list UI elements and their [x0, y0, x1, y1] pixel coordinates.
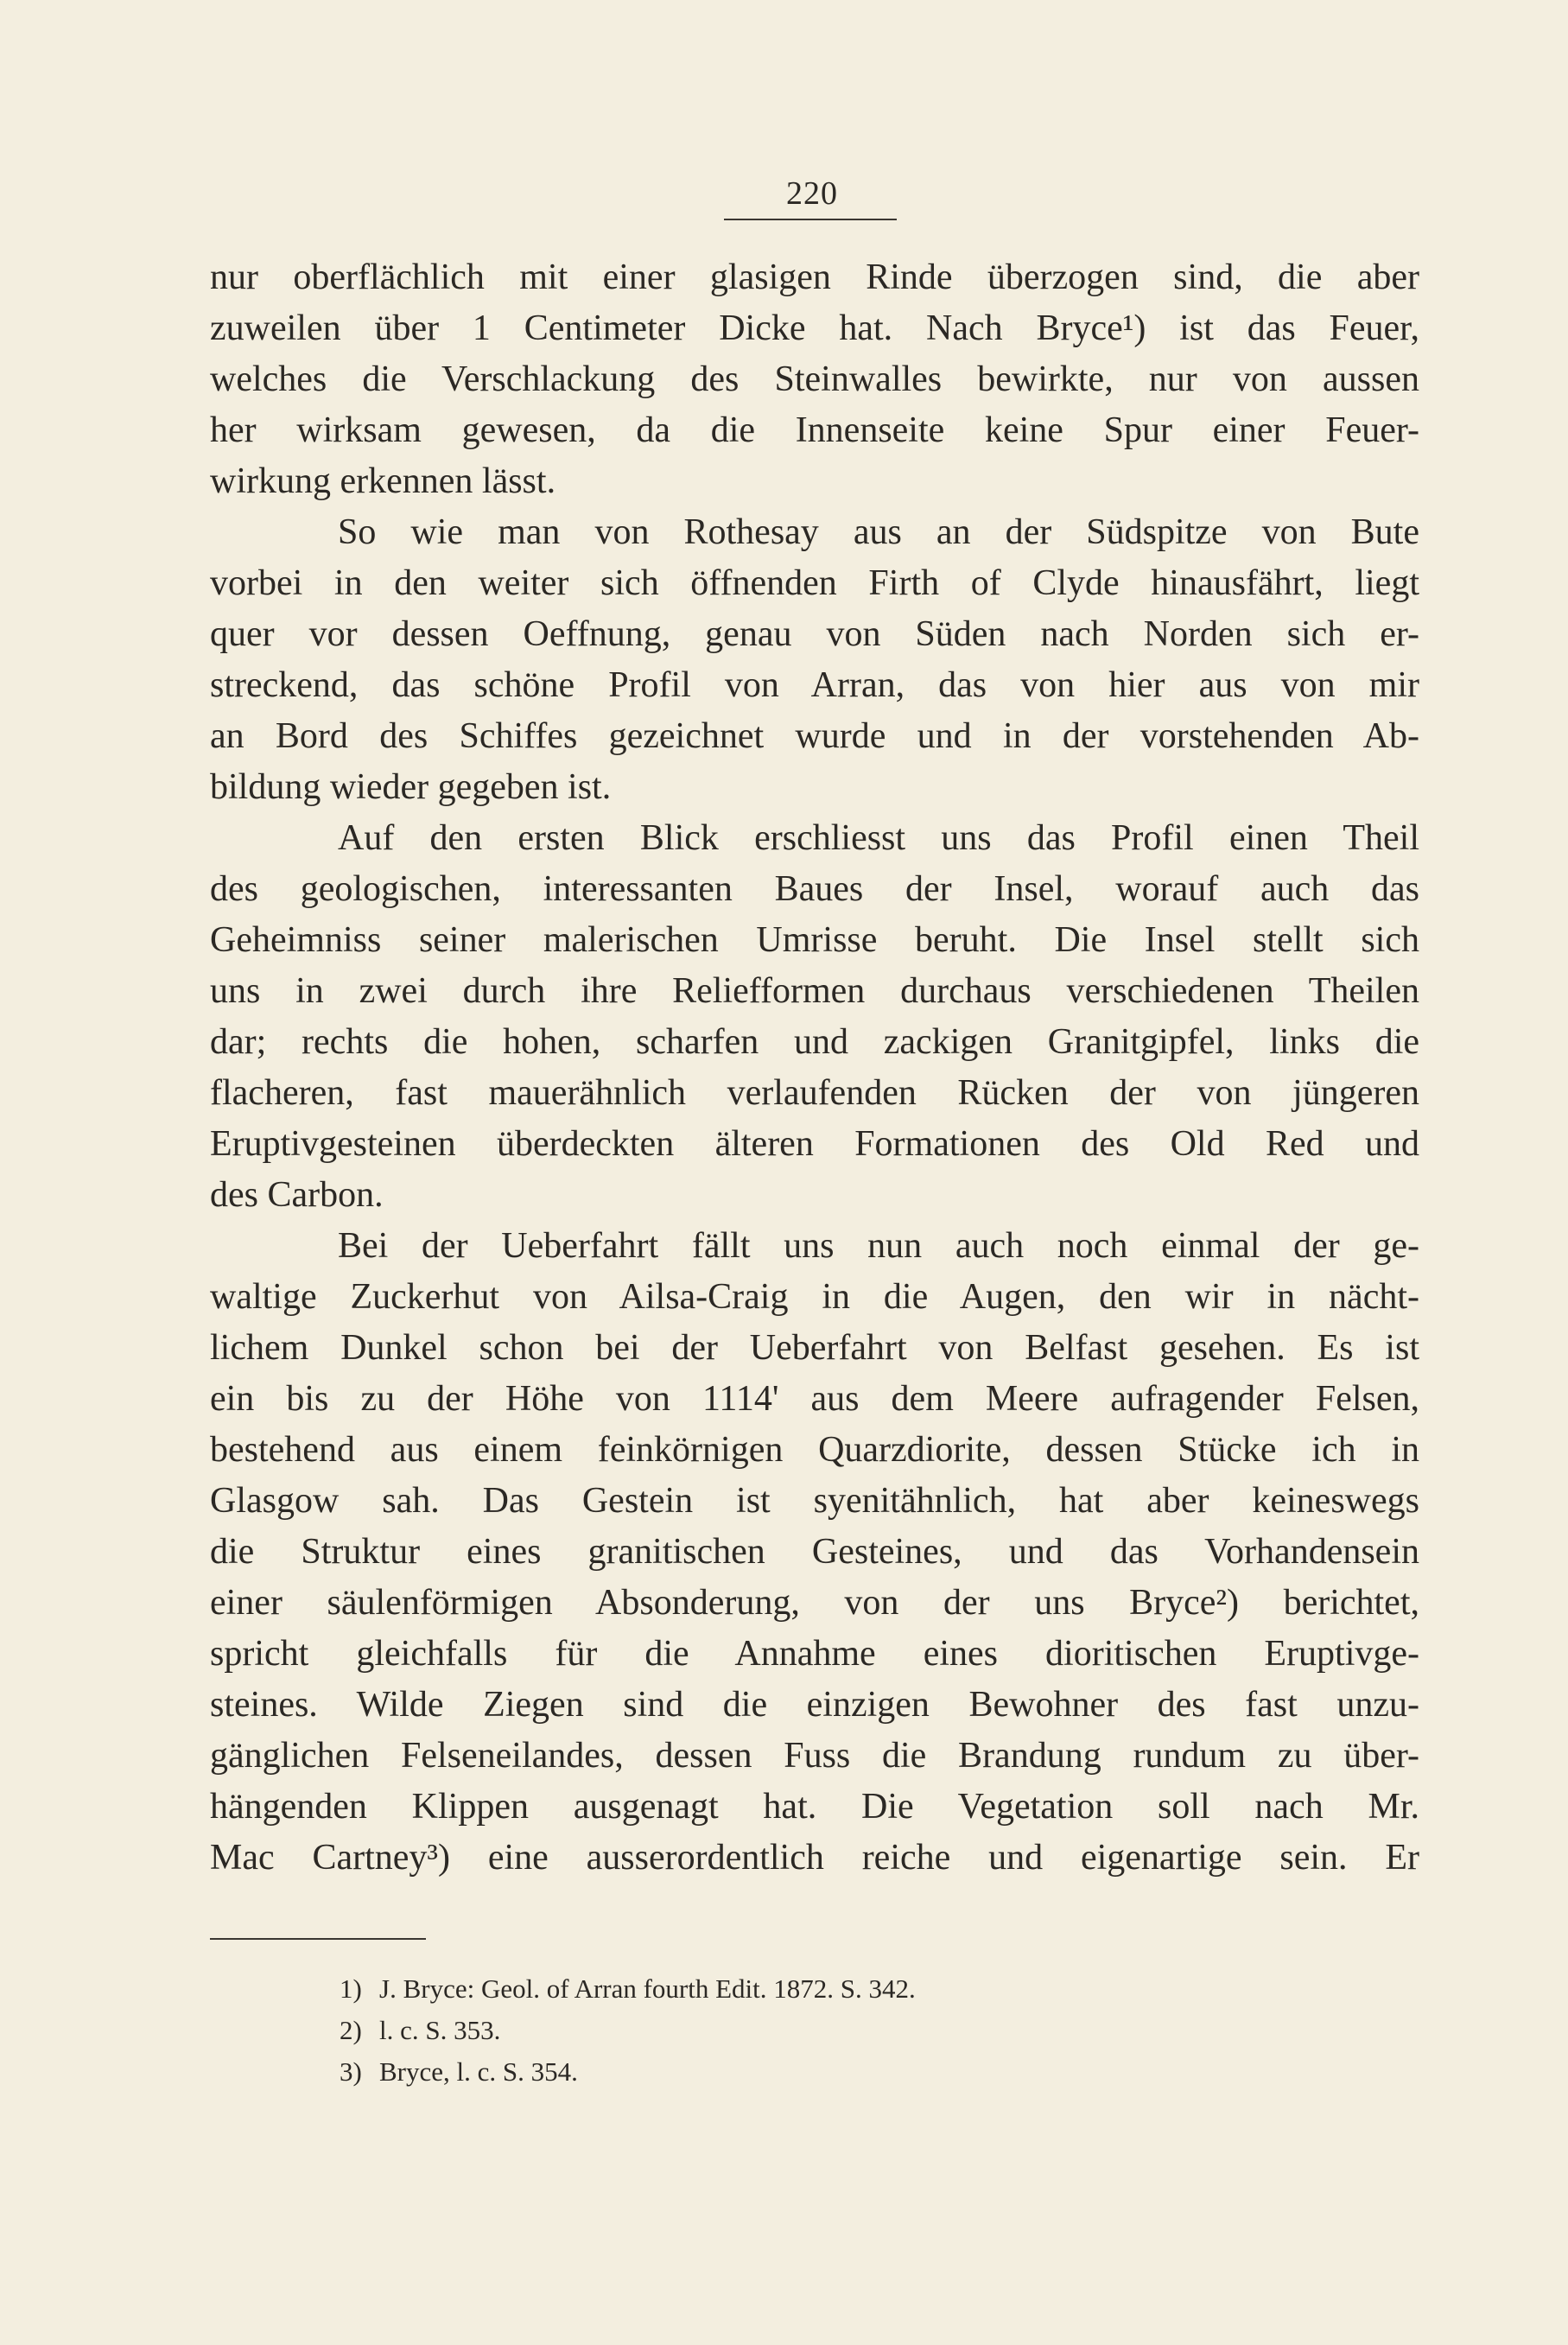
- page-number-rule: [724, 219, 897, 220]
- text-line: Glasgow sah. Das Gestein ist syenitähnlich, hat aber keineswegs: [210, 1481, 1419, 1521]
- text-line: ein bis zu der Höhe von 1114' aus dem Meere aufragender Felsen,: [210, 1379, 1419, 1419]
- text-line: hängenden Klippen ausgenagt hat. Die Vegetation soll nach Mr.: [210, 1787, 1419, 1827]
- text-line: wirkung erkennen lässt.: [210, 461, 556, 501]
- text-line: welches die Verschlackung des Steinwalles bewirkte, nur von aussen: [210, 359, 1419, 399]
- footnote-mark: 1): [340, 1973, 362, 2004]
- footnote: [340, 2051, 1117, 2093]
- text-line: an Bord des Schiffes gezeichnet wurde und in der vorstehenden Ab-: [210, 716, 1419, 756]
- text-line: streckend, das schöne Profil von Arran, das von hier aus von mir: [210, 665, 1419, 705]
- text-line: Geheimniss seiner malerischen Umrisse beruht. Die Insel stellt sich: [210, 920, 1419, 960]
- text-line: nur oberflächlich mit einer glasigen Rinde überzogen sind, die aber: [210, 257, 1419, 297]
- text-line: uns in zwei durch ihre Reliefformen durchaus verschiedenen Theilen: [210, 971, 1419, 1011]
- page-number: 220: [786, 175, 838, 212]
- text-line: spricht gleichfalls für die Annahme eines dioritischen Eruptivge-: [210, 1634, 1419, 1674]
- paragraph-first-line: Bei der Ueberfahrt fällt uns nun auch noch einmal der ge-: [338, 1226, 1419, 1266]
- text-line: vorbei in den weiter sich öffnenden Firth of Clyde hinausfährt, liegt: [210, 563, 1419, 603]
- text-line: flacheren, fast mauerähnlich verlaufenden Rücken der von jüngeren: [210, 1073, 1419, 1113]
- text-line: Mac Cartney³) eine ausserordentlich reiche und eigenartige sein. Er: [210, 1838, 1419, 1878]
- footnote-text: l. c. S. 353.: [379, 2015, 501, 2045]
- text-line: quer vor dessen Oeffnung, genau von Süden nach Norden sich er-: [210, 614, 1419, 654]
- text-line: her wirksam gewesen, da die Innenseite keine Spur einer Feuer-: [210, 410, 1419, 450]
- footnote: [340, 2010, 1117, 2051]
- footnote-text: J. Bryce: Geol. of Arran fourth Edit. 1872. S. 342.: [379, 1973, 916, 2004]
- footnote-rule: [210, 1938, 426, 1940]
- footnote-text: Bryce, l. c. S. 354.: [379, 2056, 578, 2087]
- footnote-mark: 2): [340, 2015, 362, 2045]
- body-text: [210, 252, 1419, 1884]
- footnote: [340, 1968, 1117, 2010]
- text-line: dar; rechts die hohen, scharfen und zackigen Granitgipfel, links die: [210, 1022, 1419, 1062]
- text-line: Eruptivgesteinen überdeckten älteren Formationen des Old Red und: [210, 1124, 1419, 1164]
- text-line: lichem Dunkel schon bei der Ueberfahrt von Belfast gesehen. Es ist: [210, 1328, 1419, 1368]
- text-line: des Carbon.: [210, 1175, 384, 1215]
- text-line: die Struktur eines granitischen Gesteines, und das Vorhandensein: [210, 1532, 1419, 1572]
- paragraph-first-line: So wie man von Rothesay aus an der Südspitze von Bute: [338, 512, 1419, 552]
- text-line: steines. Wilde Ziegen sind die einzigen Bewohner des fast unzu-: [210, 1685, 1419, 1725]
- text-line: zuweilen über 1 Centimeter Dicke hat. Nach Bryce¹) ist das Feuer,: [210, 308, 1419, 348]
- text-line: waltige Zuckerhut von Ailsa-Craig in die Augen, den wir in nächt-: [210, 1277, 1419, 1317]
- text-line: gänglichen Felseneilandes, dessen Fuss die Brandung rundum zu über-: [210, 1736, 1419, 1776]
- text-line: des geologischen, interessanten Baues der Insel, worauf auch das: [210, 869, 1419, 909]
- text-line: bestehend aus einem feinkörnigen Quarzdiorite, dessen Stücke ich in: [210, 1430, 1419, 1470]
- text-line: bildung wieder gegeben ist.: [210, 767, 612, 807]
- footnotes: [340, 1968, 1117, 2093]
- text-line: einer säulenförmigen Absonderung, von der uns Bryce²) berichtet,: [210, 1583, 1419, 1623]
- paragraph-first-line: Auf den ersten Blick erschliesst uns das Profil einen Theil: [338, 818, 1419, 858]
- footnote-mark: 3): [340, 2056, 362, 2087]
